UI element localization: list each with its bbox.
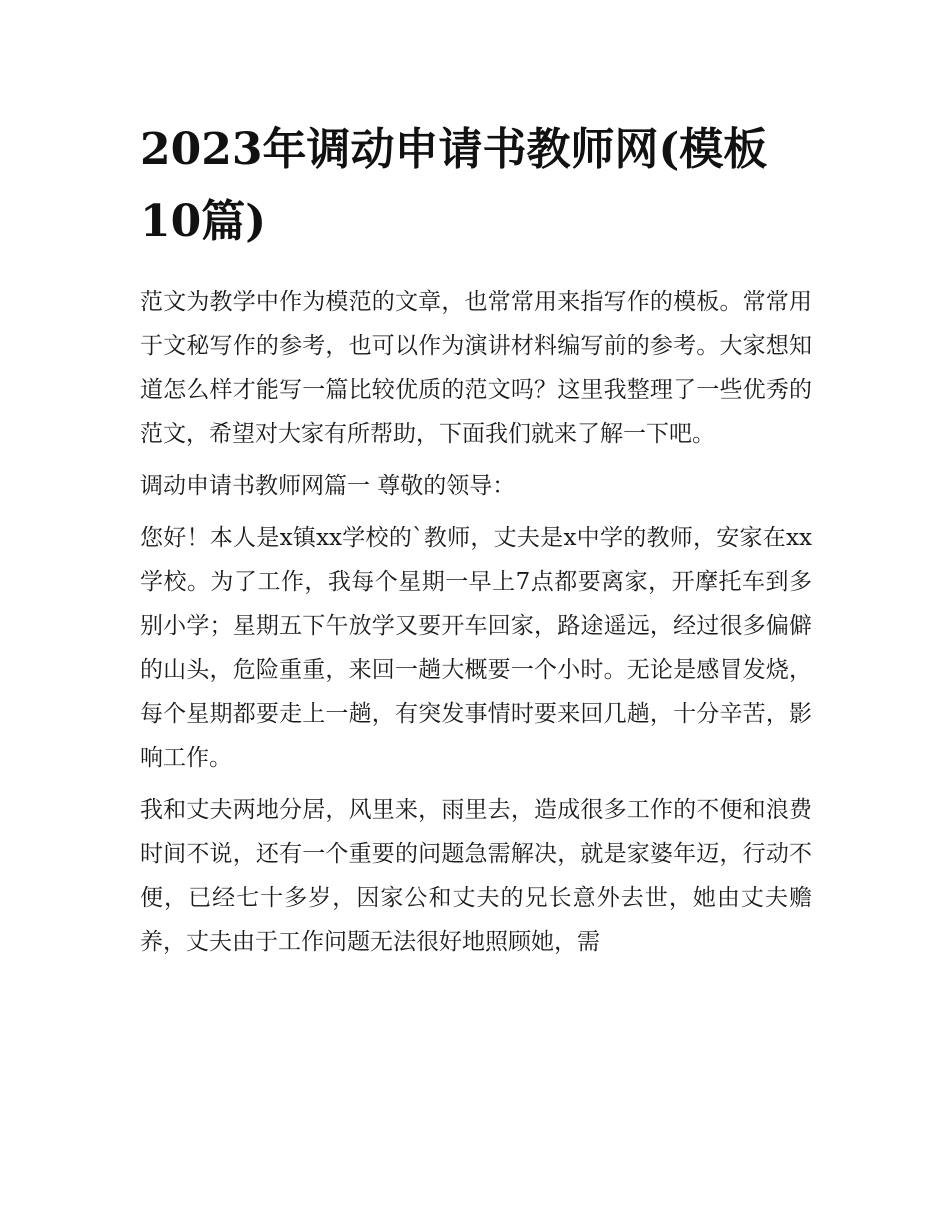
body-paragraph: 我和丈夫两地分居，风里来，雨里去，造成很多工作的不便和浪费时间不说，还有一个重要的问题急需解决，就是家婆年迈，行动不便，已经七十多岁，因家公和丈夫的兄长意外去世，她由丈夫赡养，丈夫由于工作问题无法很好地照顾她，需 — [140, 797, 812, 955]
body-paragraph: 您好！本人是x镇xx学校的`教师，丈夫是x中学的教师，安家在xx学校。为了工作，我每个星期一早上7点都要离家，开摩托车到多别小学；星期五下午放学又要开车回家，路途遥远，经过很多偏僻的山头，危险重重，来回一趟大概要一个小时。无论是感冒发烧，每个星期都要走上一趟，有突发事情时要来回几趟，十分辛苦，影响工作。 — [140, 525, 812, 771]
document-title: 2023年调动申请书教师网(模板10篇) — [140, 124, 768, 247]
intro-paragraph: 范文为教学中作为模范的文章，也常常用来指写作的模板。常常用于文秘写作的参考，也可以作为演讲材料编写前的参考。大家想知道怎么样才能写一篇比较优质的范文吗？这里我整理了一些优秀的范文，希望对大家有所帮助，下面我们就来了解一下吧。 — [140, 289, 812, 447]
document-body — [140, 280, 812, 972]
section-heading-paragraph: 调动申请书教师网篇一 尊敬的领导： — [140, 473, 516, 499]
